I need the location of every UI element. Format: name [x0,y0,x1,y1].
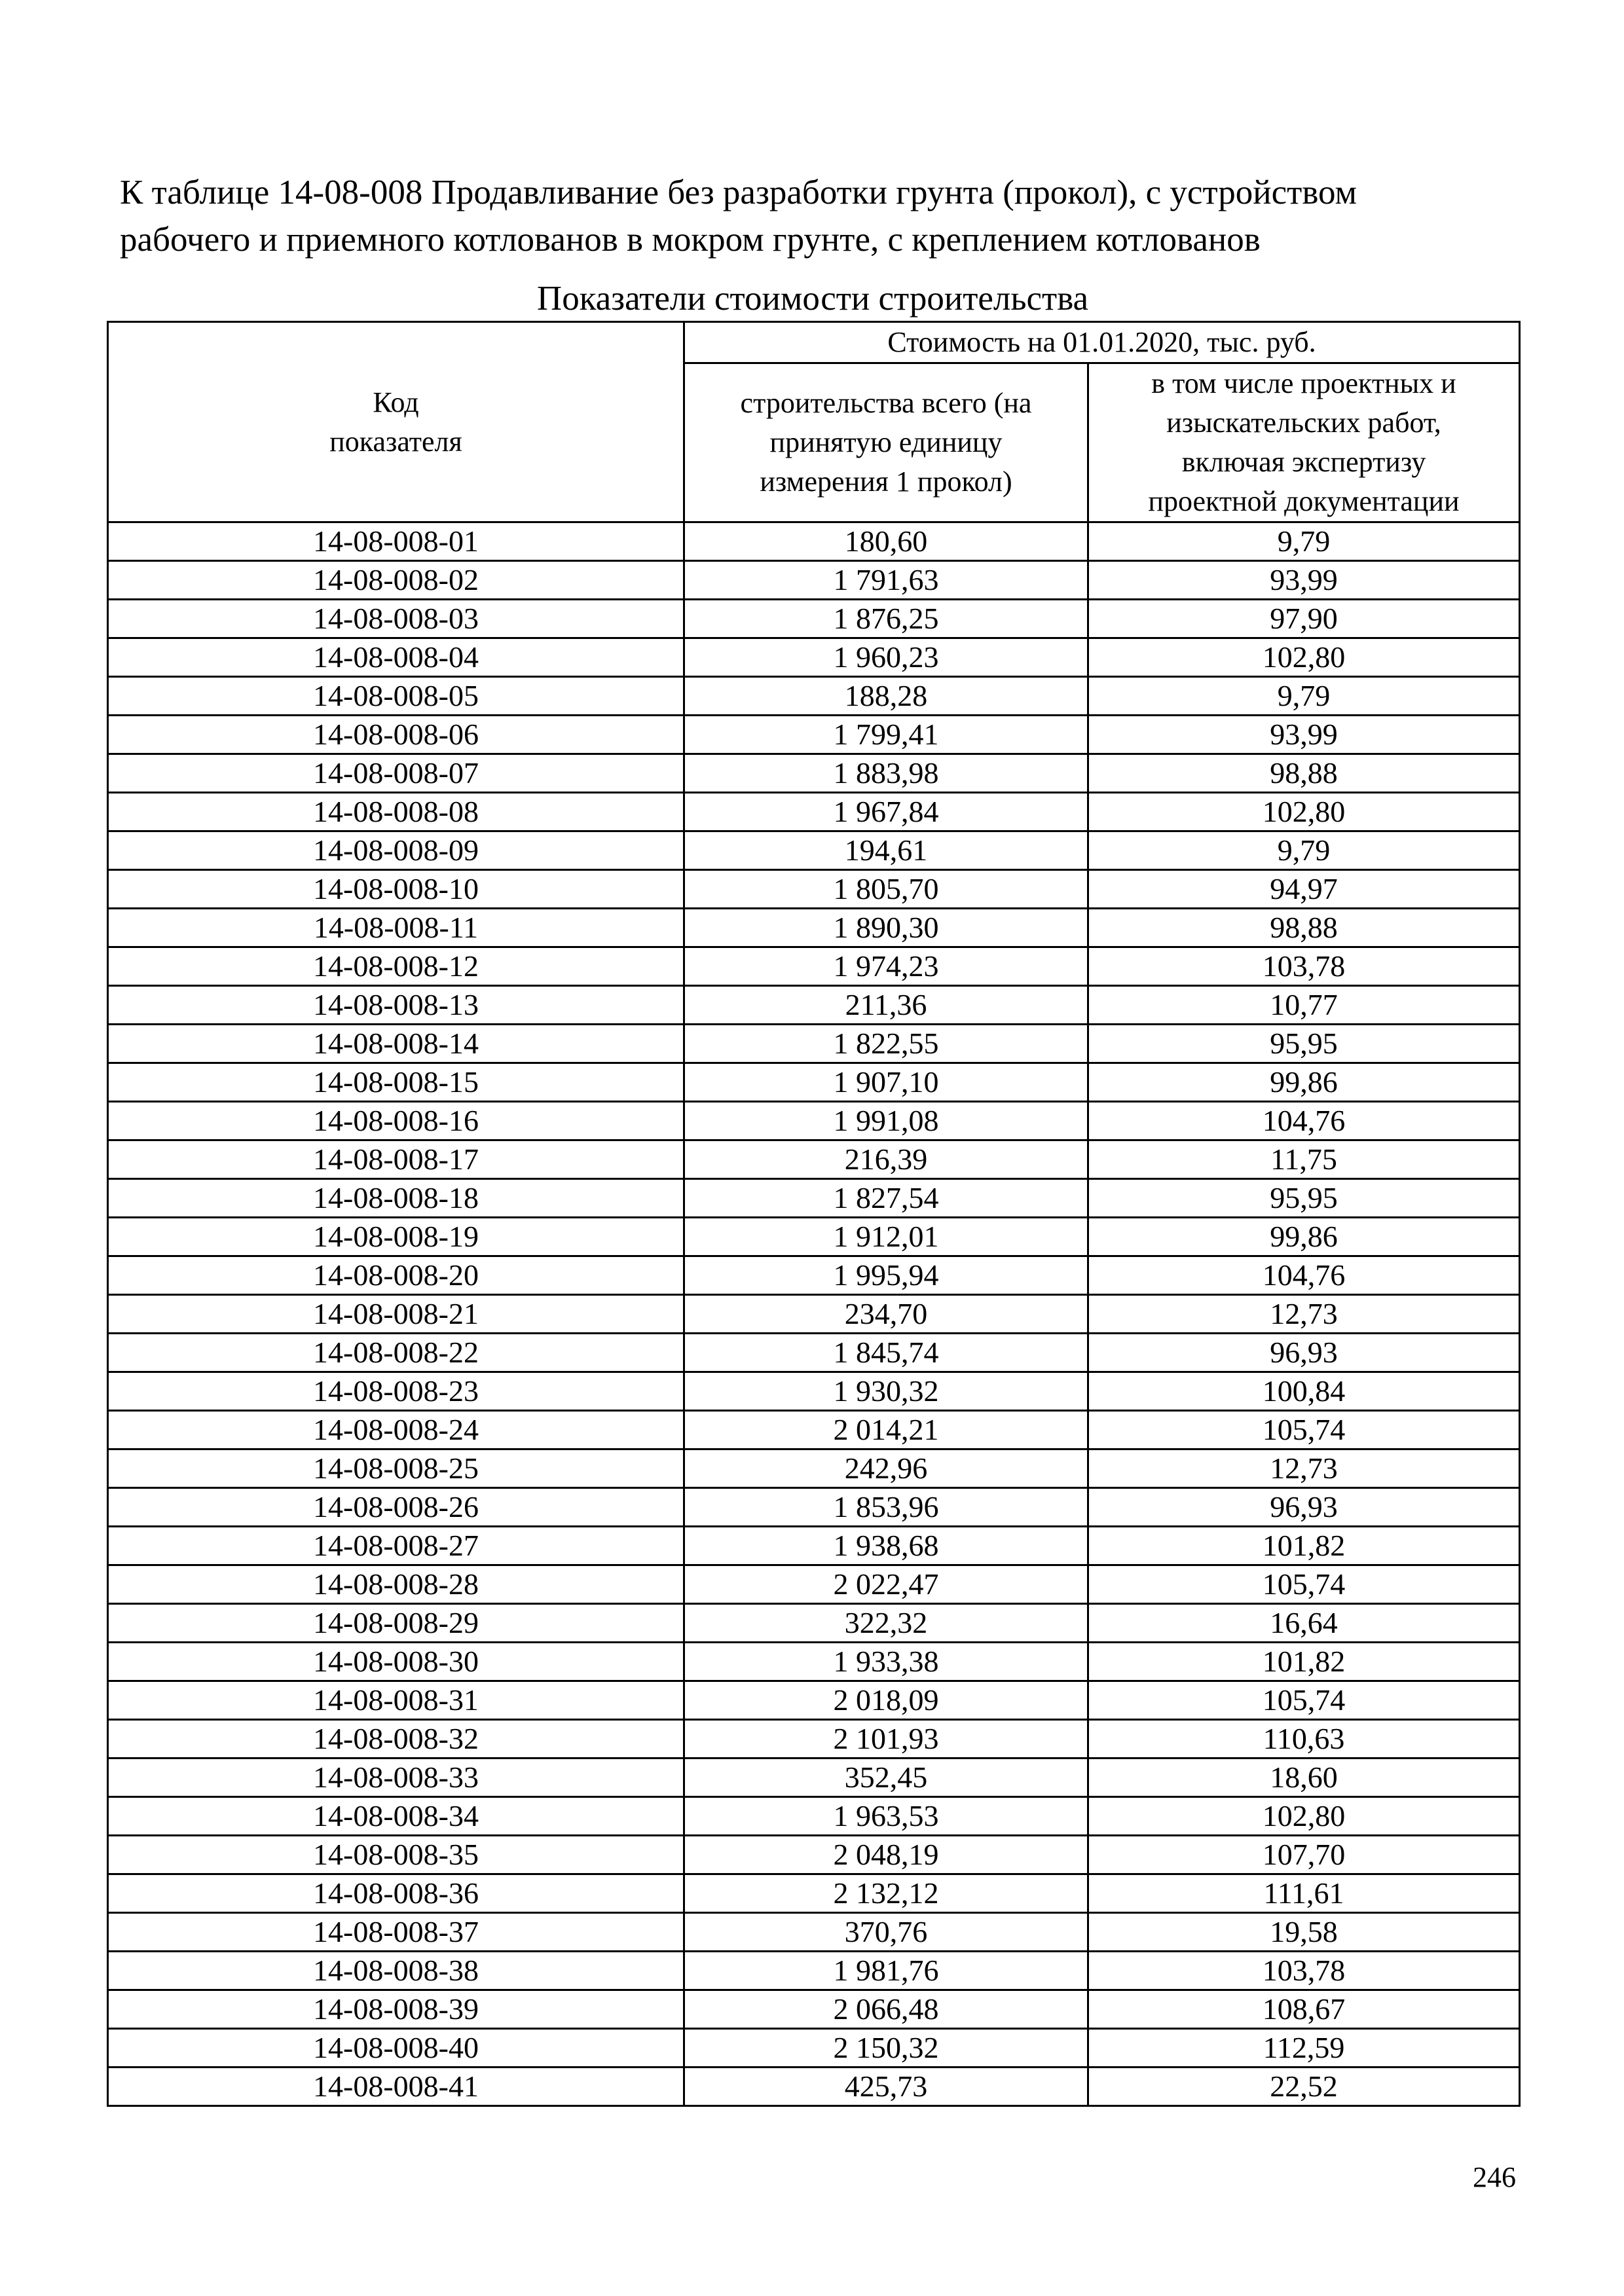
table-row [108,522,1520,561]
table-row [108,754,1520,793]
cell-design-cost: 99,86 [1088,1218,1520,1256]
cell-code: 14-08-008-14 [108,1025,684,1063]
cell-code: 14-08-008-08 [108,793,684,831]
cell-design-cost: 94,97 [1088,870,1520,909]
cell-code: 14-08-008-28 [108,1565,684,1604]
cell-design-cost: 9,79 [1088,677,1520,716]
cell-total-cost: 1 883,98 [684,754,1088,793]
header-cost-group: Стоимость на 01.01.2020, тыс. руб. [684,322,1520,363]
table-body [108,522,1520,2106]
cell-code: 14-08-008-10 [108,870,684,909]
cell-code: 14-08-008-25 [108,1449,684,1488]
cell-design-cost: 102,80 [1088,793,1520,831]
table-caption: Показатели стоимости строительства [536,280,1089,318]
cell-design-cost: 93,99 [1088,716,1520,754]
cell-code: 14-08-008-16 [108,1102,684,1140]
cell-code: 14-08-008-19 [108,1218,684,1256]
table-row [108,1758,1520,1797]
table-row [108,1836,1520,1874]
cell-code: 14-08-008-24 [108,1411,684,1449]
cell-code: 14-08-008-41 [108,2068,684,2106]
cell-total-cost: 1 991,08 [684,1102,1088,1140]
cell-total-cost: 1 805,70 [684,870,1088,909]
table-row [108,1527,1520,1565]
table-row [108,2068,1520,2106]
cell-code: 14-08-008-32 [108,1720,684,1758]
cell-code: 14-08-008-01 [108,522,684,561]
table-row [108,909,1520,947]
cell-total-cost: 1 938,68 [684,1527,1088,1565]
cell-code: 14-08-008-40 [108,2029,684,2068]
cell-design-cost: 103,78 [1088,947,1520,986]
table-row [108,1952,1520,1990]
cell-code: 14-08-008-22 [108,1334,684,1372]
cell-design-cost: 96,93 [1088,1334,1520,1372]
cell-code: 14-08-008-21 [108,1295,684,1334]
table-row [108,986,1520,1025]
cell-total-cost: 242,96 [684,1449,1088,1488]
cell-design-cost: 102,80 [1088,1797,1520,1836]
cell-design-cost: 95,95 [1088,1025,1520,1063]
cell-total-cost: 1 799,41 [684,716,1088,754]
cell-design-cost: 18,60 [1088,1758,1520,1797]
cell-total-cost: 1 995,94 [684,1256,1088,1295]
cell-total-cost: 2 014,21 [684,1411,1088,1449]
cell-total-cost: 1 890,30 [684,909,1088,947]
cell-code: 14-08-008-29 [108,1604,684,1643]
table-row [108,1025,1520,1063]
table-row [108,600,1520,638]
cell-design-cost: 11,75 [1088,1140,1520,1179]
cell-design-cost: 98,88 [1088,909,1520,947]
cell-design-cost: 98,88 [1088,754,1520,793]
cell-code: 14-08-008-39 [108,1990,684,2029]
cell-code: 14-08-008-07 [108,754,684,793]
cell-design-cost: 96,93 [1088,1488,1520,1527]
cell-design-cost: 9,79 [1088,522,1520,561]
cell-design-cost: 111,61 [1088,1874,1520,1913]
table-row [108,1720,1520,1758]
cell-total-cost: 216,39 [684,1140,1088,1179]
table-row [108,1797,1520,1836]
cell-design-cost: 12,73 [1088,1295,1520,1334]
cell-total-cost: 425,73 [684,2068,1088,2106]
cell-code: 14-08-008-03 [108,600,684,638]
cell-total-cost: 1 933,38 [684,1643,1088,1681]
table-row [108,1218,1520,1256]
page-number: 246 [1473,2161,1516,2193]
cell-code: 14-08-008-37 [108,1913,684,1952]
cell-design-cost: 107,70 [1088,1836,1520,1874]
header-row-1 [108,322,1520,363]
table-row [108,1256,1520,1295]
cell-code: 14-08-008-35 [108,1836,684,1874]
cell-design-cost: 12,73 [1088,1449,1520,1488]
table-row [108,947,1520,986]
table-row [108,677,1520,716]
cell-total-cost: 352,45 [684,1758,1088,1797]
cell-total-cost: 1 907,10 [684,1063,1088,1102]
table-row [108,1565,1520,1604]
cell-design-cost: 100,84 [1088,1372,1520,1411]
cell-total-cost: 1 845,74 [684,1334,1088,1372]
cell-total-cost: 1 974,23 [684,947,1088,986]
cell-code: 14-08-008-18 [108,1179,684,1218]
cell-design-cost: 105,74 [1088,1565,1520,1604]
cell-total-cost: 322,32 [684,1604,1088,1643]
cell-design-cost: 19,58 [1088,1913,1520,1952]
cell-design-cost: 112,59 [1088,2029,1520,2068]
cell-total-cost: 2 132,12 [684,1874,1088,1913]
table-row [108,870,1520,909]
header-total-cost-label: строительства всего (на принятую единицу измерения 1 прокол) [740,387,1032,498]
table-row [108,638,1520,677]
table-row [108,1604,1520,1643]
cell-design-cost: 105,74 [1088,1681,1520,1720]
cell-code: 14-08-008-05 [108,677,684,716]
cell-total-cost: 1 827,54 [684,1179,1088,1218]
cell-total-cost: 180,60 [684,522,1088,561]
cell-design-cost: 95,95 [1088,1179,1520,1218]
table-row [108,1063,1520,1102]
cell-total-cost: 370,76 [684,1913,1088,1952]
table-row [108,1102,1520,1140]
cost-indicators-table [107,321,1521,2107]
table-row [108,1140,1520,1179]
cell-design-cost: 101,82 [1088,1527,1520,1565]
table-row [108,1874,1520,1913]
cell-total-cost: 2 150,32 [684,2029,1088,2068]
cell-code: 14-08-008-04 [108,638,684,677]
cell-total-cost: 1 853,96 [684,1488,1088,1527]
cell-total-cost: 1 822,55 [684,1025,1088,1063]
cell-design-cost: 10,77 [1088,986,1520,1025]
cell-design-cost: 97,90 [1088,600,1520,638]
cell-design-cost: 9,79 [1088,831,1520,870]
header-code [108,322,684,522]
cell-code: 14-08-008-15 [108,1063,684,1102]
header-design-cost-label: в том числе проектных и изыскательских работ, включая экспертизу проектной документации [1148,367,1460,517]
cell-total-cost: 1 963,53 [684,1797,1088,1836]
table-row [108,1372,1520,1411]
heading-line-2: рабочего и приемного котлованов в мокром грунте, с креплением котлованов [120,221,1261,259]
cell-total-cost: 2 101,93 [684,1720,1088,1758]
cell-code: 14-08-008-36 [108,1874,684,1913]
cell-total-cost: 1 876,25 [684,600,1088,638]
cell-design-cost: 102,80 [1088,638,1520,677]
cell-code: 14-08-008-09 [108,831,684,870]
cell-code: 14-08-008-34 [108,1797,684,1836]
heading-line-1: К таблице 14-08-008 Продавливание без разработки грунта (прокол), с устройством [120,173,1357,211]
cell-code: 14-08-008-33 [108,1758,684,1797]
cell-total-cost: 2 048,19 [684,1836,1088,1874]
header-total-cost [684,363,1088,522]
table-row [108,1990,1520,2029]
cell-code: 14-08-008-23 [108,1372,684,1411]
header-code-label: Код показателя [329,386,462,458]
table-row [108,1643,1520,1681]
table-row [108,1913,1520,1952]
cell-code: 14-08-008-17 [108,1140,684,1179]
table-row [108,1295,1520,1334]
cell-code: 14-08-008-13 [108,986,684,1025]
table-row [108,1334,1520,1372]
cell-code: 14-08-008-30 [108,1643,684,1681]
cell-total-cost: 234,70 [684,1295,1088,1334]
cell-total-cost: 188,28 [684,677,1088,716]
cell-design-cost: 108,67 [1088,1990,1520,2029]
cell-code: 14-08-008-31 [108,1681,684,1720]
cell-design-cost: 16,64 [1088,1604,1520,1643]
table-row [108,561,1520,600]
table-row [108,831,1520,870]
cell-design-cost: 104,76 [1088,1102,1520,1140]
cell-design-cost: 93,99 [1088,561,1520,600]
cell-total-cost: 194,61 [684,831,1088,870]
cell-design-cost: 103,78 [1088,1952,1520,1990]
cell-design-cost: 105,74 [1088,1411,1520,1449]
cell-total-cost: 1 912,01 [684,1218,1088,1256]
cell-total-cost: 2 066,48 [684,1990,1088,2029]
table-row [108,1179,1520,1218]
cell-total-cost: 211,36 [684,986,1088,1025]
table-row [108,2029,1520,2068]
cell-total-cost: 1 791,63 [684,561,1088,600]
cell-total-cost: 1 930,32 [684,1372,1088,1411]
header-design-cost [1088,363,1520,522]
cell-code: 14-08-008-26 [108,1488,684,1527]
page-heading [120,169,1528,263]
cell-code: 14-08-008-12 [108,947,684,986]
cell-total-cost: 1 981,76 [684,1952,1088,1990]
cell-total-cost: 1 967,84 [684,793,1088,831]
table-row [108,793,1520,831]
cell-design-cost: 99,86 [1088,1063,1520,1102]
cell-code: 14-08-008-38 [108,1952,684,1990]
cell-code: 14-08-008-27 [108,1527,684,1565]
cell-code: 14-08-008-11 [108,909,684,947]
cell-code: 14-08-008-20 [108,1256,684,1295]
cell-design-cost: 22,52 [1088,2068,1520,2106]
cell-total-cost: 1 960,23 [684,638,1088,677]
cell-total-cost: 2 022,47 [684,1565,1088,1604]
table-header [108,322,1520,522]
cell-design-cost: 101,82 [1088,1643,1520,1681]
table-row [108,1449,1520,1488]
cell-design-cost: 104,76 [1088,1256,1520,1295]
table-row [108,1681,1520,1720]
table-row [108,716,1520,754]
table-row [108,1411,1520,1449]
cell-design-cost: 110,63 [1088,1720,1520,1758]
cell-total-cost: 2 018,09 [684,1681,1088,1720]
table-row [108,1488,1520,1527]
cell-code: 14-08-008-06 [108,716,684,754]
cell-code: 14-08-008-02 [108,561,684,600]
